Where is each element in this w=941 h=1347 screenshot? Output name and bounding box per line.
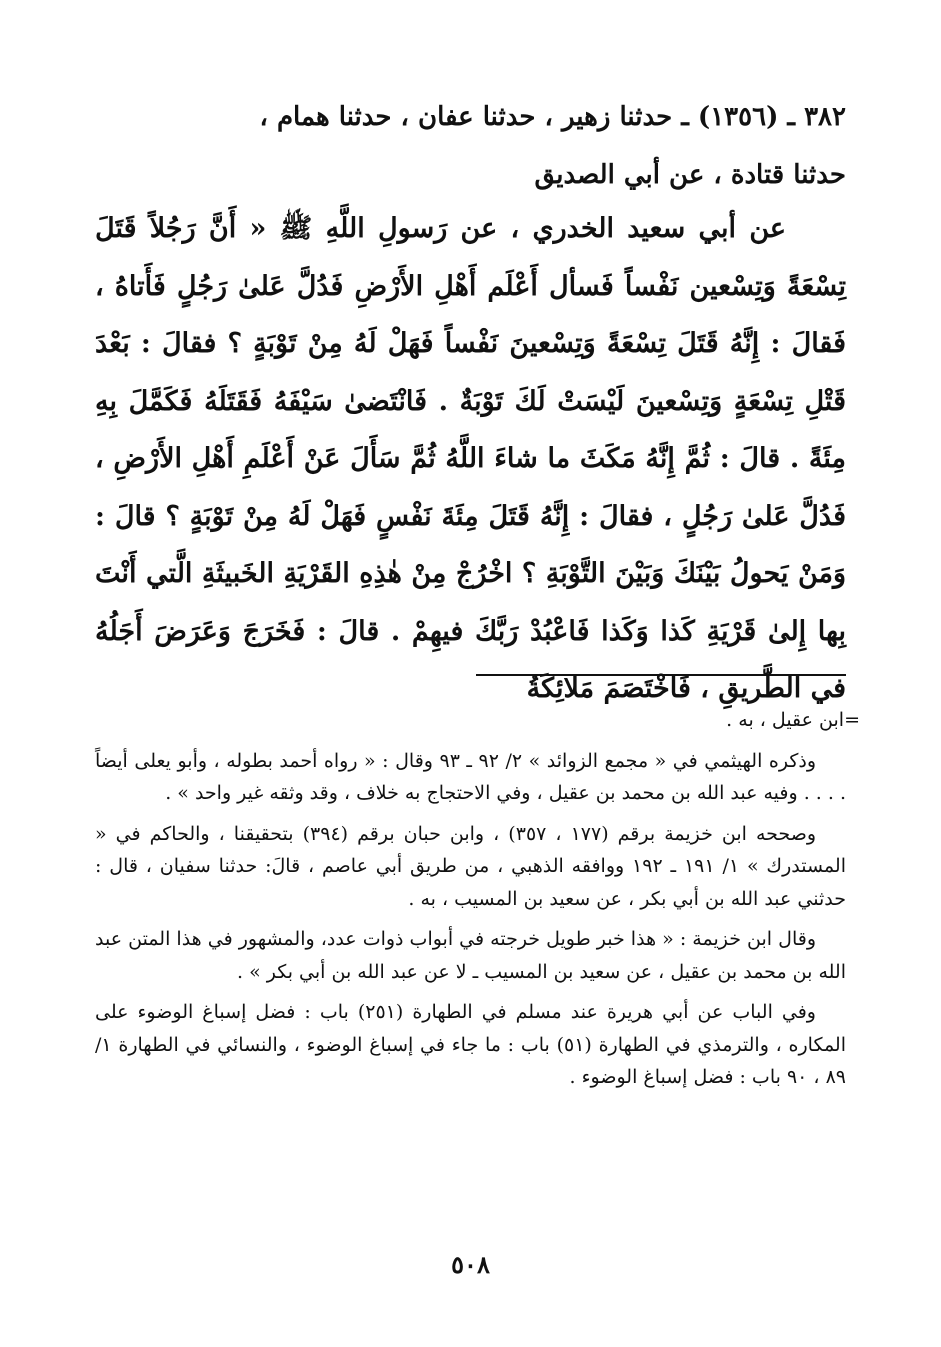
footnote-paragraph: وصححه ابن خزيمة برقم (١٧٧ ، ٣٥٧) ، وابن حبان برقم (٣٩٤) بتحقيقنا ، والحاكم في « المستدرك » ١/ ١٩١ ـ ١٩٢ ووافقه الذهبي ، من طريق أبي عاصم ، قالَ: حدثنا سفيان ، قال : حدثني عبد الله بن أبي بكر ، عن سعيد بن المسيب ، به .: [95, 822, 846, 910]
hadith-matn: عن أبي سعيد الخدري ، عن رَسولِ اللَّهِ ﷺ « أَنَّ رَجُلاً قَتَلَ تِسْعَةً وَتِسْعين نَفْساً فَسأل أَعْلَم أَهْلِ الأَرْضِ فَدُلَّ عَلىٰ رَجُلٍ فَأَتاهُ ، فَقالَ : إِنَّهُ قَتَلَ تِسْعَةً وَتِسْعينَ نَفْساً فَهَلْ لَهُ مِنْ تَوْبَةٍ ؟ فقالَ : بَعْدَ قَتْلِ تِسْعَةٍ وَتِسْعينَ لَيْسَتْ لَكَ تَوْبَةٌ . فَانْتَضىٰ سَيْفَهُ فَقَتَلَهُ فَكَمَّلَ بِهِ مِئَةً . قالَ : ثُمَّ إِنَّهُ مَكَثَ ما شاءَ اللَّهُ ثُمَّ سَأَلَ عَنْ أَعْلَمِ أَهْلِ الأَرْضِ ، فَدُلَّ عَلىٰ رَجُلٍ ، فقالَ : إِنَّهُ قَتَلَ مِئَةَ نَفْسٍ فَهَلْ لَهُ مِنْ تَوْبَةٍ ؟ قالَ : وَمَنْ يَحولُ بَيْنَكَ وَبَيْنَ التَّوْبَةِ ؟ اخْرُجْ مِنْ هٰذِهِ القَرْيَةِ الخَبيثَةِ الَّتي أَنْتَ بِها إِلىٰ قَرْيَةِ كَذا وَكَذا فَاعْبُدْ رَبَّكَ فيهِمْ . قالَ : فَخَرَجَ وَعَرَضَ أَجَلُهُ في الطَّريقِ ، فَاخْتَصَمَ مَلائِكَةُ: [95, 213, 846, 704]
page-number: ٥٠٨: [451, 1250, 490, 1279]
footnote-paragraph: وذكره الهيثمي في « مجمع الزوائد » ٢/ ٩٢ ـ ٩٣ وقال : « رواه أحمد بطوله ، وأبو يعلى أيضاً . . . . وفيه عبد الله بن محمد بن عقيل ، وفي الاحتجاج به خلاف ، وقد وثقه غير واحد » .: [95, 749, 846, 804]
footnote-separator-rule: [476, 674, 846, 676]
footnotes-section: [95, 704, 860, 1102]
isnad-line-1: ٣٨٢ ـ (١٣٥٦) ـ حدثنا زهير ، حدثنا عفان ، حدثنا همام ،: [259, 102, 846, 132]
footnote-paragraph: وفي الباب عن أبي هريرة عند مسلم في الطهارة (٢٥١) باب : فضل إسباغ الوضوء على المكاره ، والترمذي في الطهارة (٥١) باب : ما جاء في إسباغ الوضوء ، والنسائي في الطهارة ١/ ٨٩ ، ٩٠ باب : فضل إسباغ الوضوء .: [95, 1001, 846, 1088]
isnad-line-2: حدثنا قتادة ، عن أبي الصديق: [534, 160, 846, 190]
footnote-paragraph: وقال ابن خزيمة : « هذا خبر طويل خرجته في أبواب ذوات عدد، والمشهور في هذا المتن عبد الله بن محمد بن عقيل ، عن سعيد بن المسيب ـ لا عن عبد الله بن أبي بكر » .: [95, 928, 846, 983]
hadith-text-block: [95, 200, 846, 718]
footnote-continuation: =ابن عقيل ، به .: [726, 709, 860, 731]
hadith-isnad-header: [86, 88, 846, 204]
